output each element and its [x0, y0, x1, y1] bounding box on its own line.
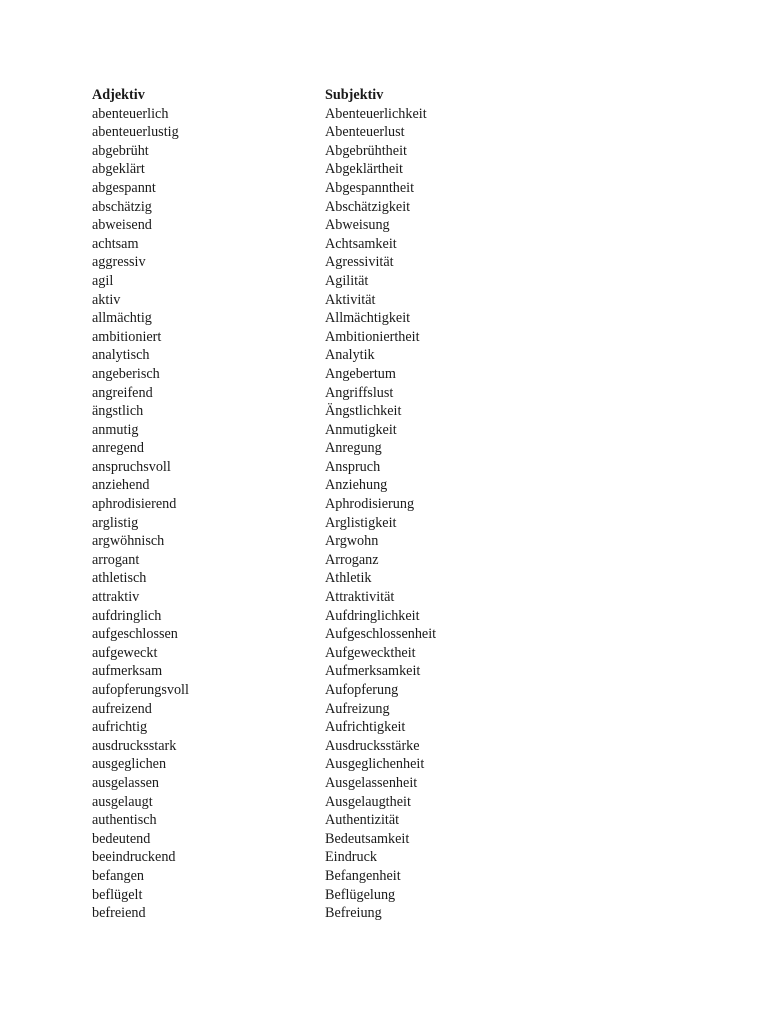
- subjective-cell: Eindruck: [325, 849, 378, 866]
- table-row: [92, 867, 492, 886]
- table-row: [92, 328, 492, 347]
- adjective-cell: argwöhnisch: [92, 533, 165, 550]
- subjective-cell: Agressivität: [325, 254, 394, 271]
- table-row: [92, 105, 492, 124]
- adjective-cell: beeindruckend: [92, 849, 176, 866]
- table-row: [92, 532, 492, 551]
- subjective-cell: Bedeutsamkeit: [325, 830, 410, 847]
- subjective-cell: Ängstlichkeit: [325, 403, 402, 420]
- table-row: [92, 346, 492, 365]
- table-row: [92, 625, 492, 644]
- subjective-cell: Aufgewecktheit: [325, 644, 416, 661]
- adjective-cell: aufgeschlossen: [92, 626, 178, 643]
- table-row: [92, 495, 492, 514]
- word-table: [92, 86, 492, 923]
- adjective-cell: abenteuerlustig: [92, 124, 179, 141]
- subjective-cell: Abweisung: [325, 217, 390, 234]
- adjective-cell: aufreizend: [92, 700, 152, 717]
- subjective-cell: Befreiung: [325, 905, 382, 922]
- table-row: [92, 662, 492, 681]
- adjective-cell: bedeutend: [92, 830, 151, 847]
- subjective-cell: Aktivität: [325, 291, 376, 308]
- adjective-cell: ausdrucksstark: [92, 737, 177, 754]
- table-row: [92, 179, 492, 198]
- adjective-cell: aktiv: [92, 291, 121, 308]
- adjective-cell: ambitioniert: [92, 328, 162, 345]
- table-row: [92, 607, 492, 626]
- subjective-cell: Ausgelassenheit: [325, 774, 418, 791]
- adjective-cell: ausgeglichen: [92, 756, 167, 773]
- adjective-cell: authentisch: [92, 812, 157, 829]
- adjective-cell: attraktiv: [92, 589, 140, 606]
- adjective-cell: abenteuerlich: [92, 105, 169, 122]
- subjective-cell: Ausgelaugtheit: [325, 793, 411, 810]
- table-row: [92, 755, 492, 774]
- subjective-cell: Agilität: [325, 272, 369, 289]
- adjective-cell: anregend: [92, 440, 144, 457]
- subjective-cell: Aufgeschlossenheit: [325, 626, 437, 643]
- subjective-cell: Angebertum: [325, 365, 396, 382]
- table-row: [92, 476, 492, 495]
- adjective-cell: agil: [92, 272, 114, 289]
- header-adjective: Adjektiv: [92, 87, 145, 103]
- subjective-cell: Aufrichtigkeit: [325, 719, 406, 736]
- adjective-cell: abgespannt: [92, 179, 156, 196]
- subjective-cell: Aufreizung: [325, 700, 390, 717]
- adjective-cell: befreiend: [92, 905, 146, 922]
- table-row: [92, 904, 492, 923]
- subjective-cell: Arglistigkeit: [325, 514, 397, 531]
- subjective-cell: Ausdrucksstärke: [325, 737, 420, 754]
- adjective-cell: beflügelt: [92, 886, 143, 903]
- adjective-cell: angreifend: [92, 384, 153, 401]
- subjective-cell: Angriffslust: [325, 384, 394, 401]
- subjective-cell: Aufdringlichkeit: [325, 607, 420, 624]
- subjective-cell: Anziehung: [325, 477, 388, 494]
- subjective-cell: Allmächtigkeit: [325, 310, 411, 327]
- adjective-cell: angeberisch: [92, 365, 160, 382]
- subjective-cell: Attraktivität: [325, 589, 395, 606]
- table-row: [92, 588, 492, 607]
- table-row: [92, 198, 492, 217]
- adjective-cell: arrogant: [92, 551, 140, 568]
- header-subjective: Subjektiv: [325, 87, 384, 103]
- adjective-cell: aufopferungsvoll: [92, 682, 189, 698]
- subjective-cell: Abenteuerlichkeit: [325, 105, 427, 122]
- adjective-cell: anmutig: [92, 421, 139, 438]
- adjective-cell: aphrodisierend: [92, 496, 177, 513]
- adjective-cell: aufdringlich: [92, 607, 162, 624]
- adjective-cell: athletisch: [92, 570, 147, 587]
- adjective-cell: achtsam: [92, 235, 139, 252]
- adjective-cell: aufmerksam: [92, 663, 163, 680]
- subjective-cell: Aufopferung: [325, 682, 399, 698]
- table-row: [92, 700, 492, 719]
- subjective-cell: Abgebrühtheit: [325, 142, 407, 159]
- subjective-cell: Ausgeglichenheit: [325, 756, 425, 773]
- subjective-cell: Authentizität: [325, 812, 400, 829]
- table-row: [92, 811, 492, 830]
- subjective-cell: Aufmerksamkeit: [325, 663, 421, 680]
- table-row: [92, 569, 492, 588]
- adjective-cell: ausgelaugt: [92, 793, 153, 810]
- table-row: [92, 681, 492, 700]
- subjective-cell: Athletik: [325, 570, 372, 587]
- subjective-cell: Aphrodisierung: [325, 496, 415, 513]
- adjective-cell: abgeklärt: [92, 161, 145, 178]
- subjective-cell: Anregung: [325, 440, 382, 457]
- adjective-cell: arglistig: [92, 514, 139, 531]
- table-row: [92, 272, 492, 291]
- subjective-cell: Arroganz: [325, 551, 379, 568]
- adjective-cell: abschätzig: [92, 198, 152, 215]
- table-row: [92, 644, 492, 663]
- adjective-cell: abgebrüht: [92, 142, 149, 159]
- table-body: [92, 105, 492, 923]
- subjective-cell: Anmutigkeit: [325, 421, 397, 438]
- adjective-cell: abweisend: [92, 217, 152, 234]
- subjective-cell: Abschätzigkeit: [325, 198, 411, 215]
- table-row: [92, 421, 492, 440]
- table-row: [92, 774, 492, 793]
- adjective-cell: aufgeweckt: [92, 644, 158, 661]
- table-row: [92, 142, 492, 161]
- subjective-cell: Argwohn: [325, 533, 379, 550]
- table-header: [92, 86, 492, 105]
- subjective-cell: Abgespanntheit: [325, 179, 415, 196]
- table-row: [92, 309, 492, 328]
- table-row: [92, 848, 492, 867]
- table-row: [92, 793, 492, 812]
- adjective-cell: anspruchsvoll: [92, 458, 171, 475]
- table-row: [92, 216, 492, 235]
- table-row: [92, 551, 492, 570]
- table-row: [92, 886, 492, 905]
- table-row: [92, 830, 492, 849]
- subjective-cell: Beflügelung: [325, 886, 396, 903]
- table-row: [92, 123, 492, 142]
- subjective-cell: Befangenheit: [325, 867, 401, 884]
- table-row: [92, 439, 492, 458]
- adjective-cell: aggressiv: [92, 254, 146, 271]
- table-row: [92, 235, 492, 254]
- table-row: [92, 160, 492, 179]
- table-row: [92, 718, 492, 737]
- adjective-cell: allmächtig: [92, 310, 152, 327]
- table-row: [92, 291, 492, 310]
- subjective-cell: Achtsamkeit: [325, 235, 397, 252]
- adjective-cell: anziehend: [92, 477, 150, 494]
- table-row: [92, 365, 492, 384]
- table-row: [92, 514, 492, 533]
- subjective-cell: Ambitioniertheit: [325, 328, 420, 345]
- table-row: [92, 384, 492, 403]
- table-row: [92, 253, 492, 272]
- adjective-cell: befangen: [92, 867, 144, 884]
- subjective-cell: Analytik: [325, 347, 375, 364]
- table-row: [92, 458, 492, 477]
- subjective-cell: Abgeklärtheit: [325, 161, 404, 178]
- subjective-cell: Anspruch: [325, 458, 381, 475]
- adjective-cell: ängstlich: [92, 403, 144, 420]
- table-row: [92, 737, 492, 756]
- subjective-cell: Abenteuerlust: [325, 124, 405, 141]
- adjective-cell: ausgelassen: [92, 774, 159, 791]
- table-row: [92, 402, 492, 421]
- adjective-cell: analytisch: [92, 347, 150, 364]
- adjective-cell: aufrichtig: [92, 719, 148, 736]
